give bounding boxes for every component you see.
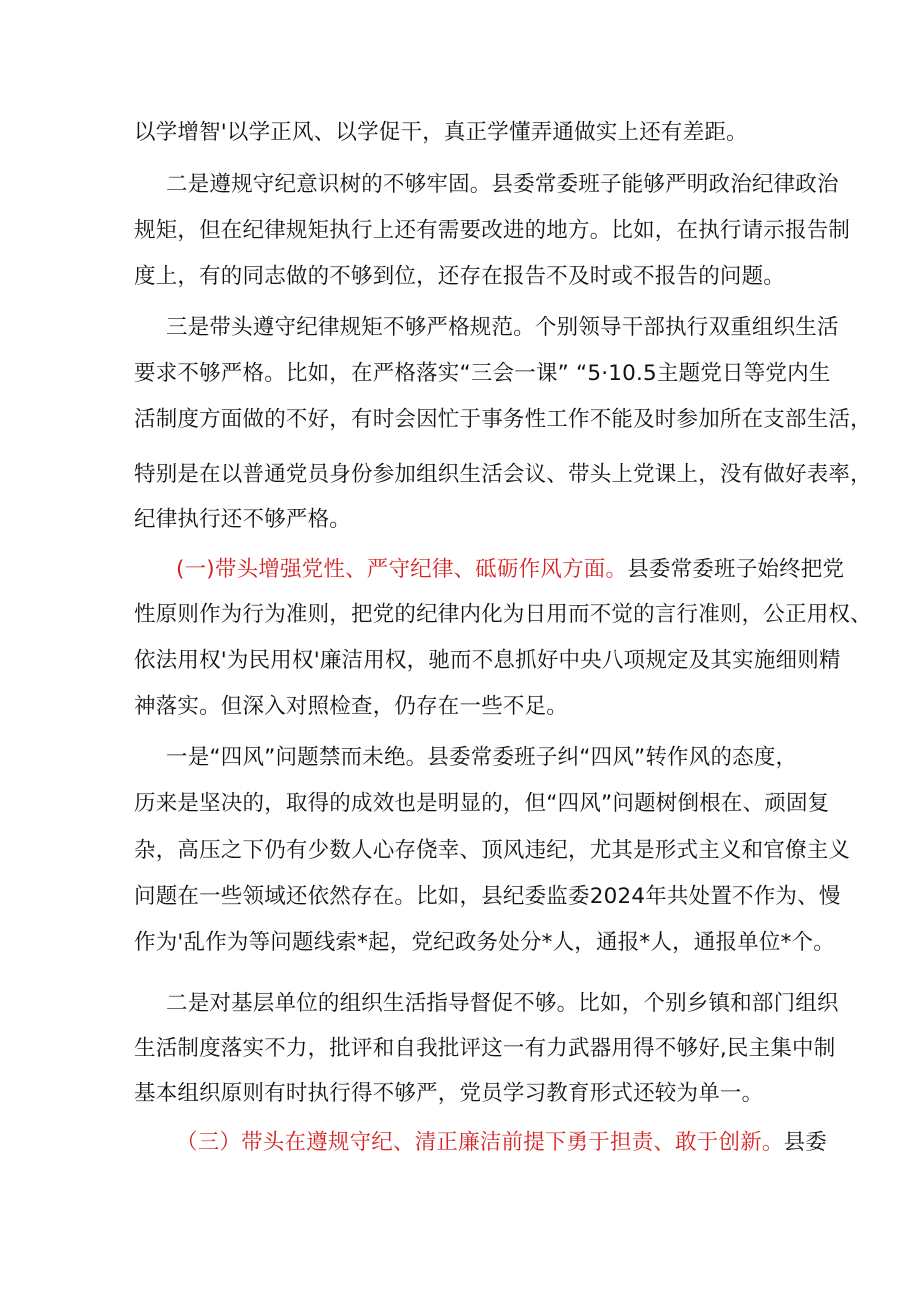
paragraph-line: 依法用权'为民用权'廉洁用权，驰而不息抓好中央八项规定及其实施细则精 bbox=[134, 648, 841, 673]
paragraph-line: 二是对基层单位的组织生活指导督促不够。比如，个别乡镇和部门组织 bbox=[166, 991, 839, 1016]
paragraph-line: 特别是在以普通党员身份参加组织生活会议、带头上党课上，没有做好表率， bbox=[134, 462, 872, 487]
heading-red-text: (一)带头增强党性、严守纪律、砥砺作风方面。 bbox=[176, 557, 628, 582]
heading-black-text: 县委常委班子始终把党 bbox=[627, 557, 845, 582]
paragraph-line: 三是带头遵守纪律规矩不够严格规范。个别领导干部执行双重组织生活 bbox=[166, 315, 839, 340]
paragraph-line: 活制度方面做的不好，有时会因忙于事务性工作不能及时参加所在支部生活， bbox=[134, 407, 872, 432]
paragraph-line: 规矩，但在纪律规矩执行上还有需要改进的地方。比如，在执行请示报告制 bbox=[134, 218, 851, 243]
heading-red-text: （三）带头在遵规守纪、清正廉洁前提下勇于担责、敢于创新。 bbox=[176, 1130, 784, 1155]
paragraph-line: 要求不够严格。比如，在严格落实“三会一课” “5·10.5主题党日等党内生 bbox=[134, 361, 831, 386]
paragraph-line: 作为'乱作为等问题线索*起，党纪政务处分*人，通报*人，通报单位*个。 bbox=[134, 930, 835, 955]
section-heading-1 bbox=[176, 555, 845, 585]
paragraph-line: 生活制度落实不力，批评和自我批评这一有力武器用得不够好,民主集中制 bbox=[134, 1036, 836, 1061]
heading-black-text: 县委 bbox=[783, 1130, 828, 1155]
paragraph-line: 历来是坚决的，取得的成效也是明显的，但“四风”问题树倒根在、顽固复 bbox=[134, 791, 830, 816]
paragraph-line: 性原则作为行为准则，把党的纪律内化为日用而不觉的言行准则，公正用权、 bbox=[134, 602, 872, 627]
paragraph-line: 以学增智'以学正风、以学促干，真正学懂弄通做实上还有差距。 bbox=[134, 120, 748, 145]
paragraph-line: 神落实。但深入对照检查，仍存在一些不足。 bbox=[134, 694, 569, 719]
paragraph-line: 纪律执行还不够严格。 bbox=[134, 507, 352, 532]
paragraph-line: 一是“四风”问题禁而未绝。县委常委班子纠“四风”转作风的态度， bbox=[166, 745, 798, 770]
paragraph-line: 度上，有的同志做的不够到位，还存在报告不及时或不报告的问题。 bbox=[134, 264, 786, 289]
paragraph-line: 二是遵规守纪意识树的不够牢固。县委常委班子能够严明政治纪律政治 bbox=[166, 172, 839, 197]
paragraph-line: 基本组织原则有时执行得不够严，党员学习教育形式还较为单一。 bbox=[134, 1081, 764, 1106]
paragraph-line: 杂，高压之下仍有少数人心存侥幸、顶风违纪，尤其是形式主义和官僚主义 bbox=[134, 838, 851, 863]
paragraph-line: 问题在一些领域还依然存在。比如，县纪委监委2024年共处置不作为、慢 bbox=[134, 884, 841, 909]
section-heading-3 bbox=[176, 1128, 828, 1158]
